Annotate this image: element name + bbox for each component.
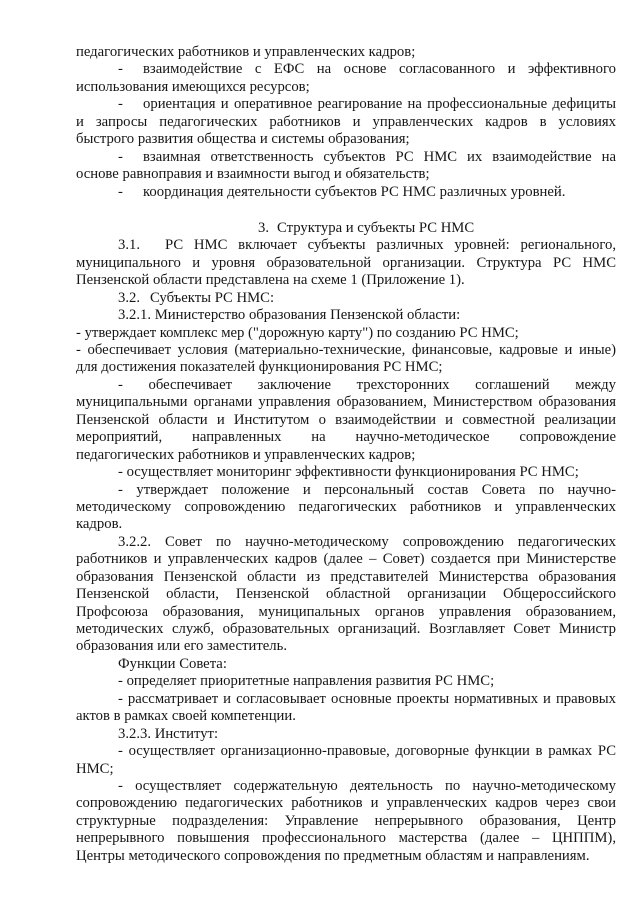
text-line: и запросы педагогических работников и управленческих кадров в условиях <box>76 113 616 130</box>
bullet-item <box>76 184 616 201</box>
list-item <box>76 342 616 377</box>
text-line: взаимодействие с ЕФС на основе согласованного и эффективного <box>143 61 616 78</box>
list-item <box>76 482 616 534</box>
list-item: - определяет приоритетные направления развития РС НМС; <box>118 673 495 690</box>
text-line: - обеспечивает заключение трехсторонних соглашений между <box>118 376 616 393</box>
text-line: взаимная ответственность субъектов РС НМС их взаимодействие на <box>143 148 616 165</box>
text-line: - рассматривает и согласовывает основные проекты нормативных и правовых <box>118 690 616 707</box>
text-line: образования Пензенской области из представителей Министерства образования <box>76 568 616 585</box>
list-item <box>76 377 616 464</box>
section-heading <box>76 220 616 237</box>
list-item <box>76 743 616 778</box>
list-item: - утверждает комплекс мер ("дорожную карту") по созданию РС НМС; <box>76 324 519 341</box>
clause-title: Субъекты РС НМС: <box>150 289 275 306</box>
text-line: Профсоюза образования, муниципальных органов управления образованием, <box>76 603 616 620</box>
text-line: Пензенской области, Пензенской областной организации Общероссийского <box>76 586 616 603</box>
text-line: - утверждает положение и персональный состав Совета по научно- <box>118 481 616 498</box>
text-line: для достижения показателей функционирования РС НМС; <box>76 359 443 376</box>
text-line: - осуществляет содержательную деятельность по научно-методическому <box>118 777 616 794</box>
blank-line <box>76 201 616 220</box>
text-line: основе равноправия и взаимности выгод и обязательств; <box>76 166 430 183</box>
section-number: 3. <box>258 219 270 236</box>
clause-3-2-1 <box>76 307 616 534</box>
text-line: непрерывного повышения профессионального мастерства (далее – ЦНППМ), <box>76 830 616 847</box>
text-line: быстрого развития общества и системы образования; <box>76 131 410 148</box>
text-line: работников и управленческих кадров (далее – Совет) создается при Министерстве <box>76 551 616 568</box>
text-line: сопровождению педагогических работников и управленческих кадров через свои <box>76 795 616 812</box>
text-line: НМС; <box>76 760 114 777</box>
bullet-marker: - <box>118 183 123 200</box>
section-title: Структура и субъекты РС НМС <box>277 219 475 236</box>
text-line: структурные подразделения: Управление непрерывного образования, Центр <box>76 812 616 829</box>
text-line: - осуществляет организационно-правовые, договорные функции в рамках РС <box>118 743 616 760</box>
text-line: РС НМС включает субъекты различных уровней: регионального, <box>165 237 616 254</box>
text-line: образования или его заместитель. <box>76 638 287 655</box>
clause-heading: 3.2.1. Министерство образования Пензенской области: <box>118 307 461 324</box>
bullet-item <box>76 149 616 184</box>
text-line: 3.2.2. Совет по научно-методическому сопровождению педагогических <box>118 533 616 550</box>
text-line: ориентация и оперативное реагирование на профессиональные дефициты <box>143 96 616 113</box>
bullet-marker: - <box>118 96 123 113</box>
text-line: педагогических работников и управленческих кадров; <box>76 446 416 463</box>
text-line: Пензенской области и Институтом о взаимодействии и совместной реализации <box>76 411 616 428</box>
text-line: методических служб, образовательных организаций. Возглавляет Совет Министр <box>76 621 616 637</box>
clause-number: 3.1. <box>118 237 141 254</box>
clause-heading: 3.2.3. Институт: <box>118 725 219 742</box>
bullet-marker: - <box>118 61 123 78</box>
text-line: мероприятий, направленных на научно-методическое сопровождение <box>76 429 616 446</box>
clause-3-2 <box>76 290 616 307</box>
bullet-first-line <box>76 149 616 166</box>
clause-first-line <box>76 237 616 254</box>
bullet-first-line <box>76 184 616 201</box>
text-line: Центры методического сопровождения по предметным областям и направлениям. <box>76 847 590 864</box>
list-item <box>76 691 616 726</box>
clause-3-2-2 <box>76 534 616 726</box>
text-line: использования имеющихся ресурсов; <box>76 78 310 95</box>
text-line: муниципальными органами управления образованием, Министерством образования <box>76 394 616 411</box>
clause-3-1 <box>76 237 616 289</box>
bullet-first-line <box>76 61 616 78</box>
bullet-item <box>76 96 616 148</box>
clause-number: 3.2. <box>118 289 141 306</box>
bullet-first-line <box>76 96 616 113</box>
text-line: кадров. <box>76 516 123 533</box>
text-line: - обеспечивает условия (материально-технические, финансовые, кадровые и иные) <box>76 342 616 358</box>
text-line: координация деятельности субъектов РС НМС различных уровней. <box>143 183 566 200</box>
list-item <box>76 778 616 865</box>
bullet-item <box>76 61 616 96</box>
text-line: педагогических работников и управленческих кадров; <box>76 44 416 60</box>
text-line: методическому сопровождению педагогических работников и управленческих <box>76 498 616 515</box>
text-line: актов в рамках своей компетенции. <box>76 708 296 725</box>
text-line: муниципального и уровня образовательной организации. Структура РС НМС <box>76 254 616 271</box>
clause-3-2-3 <box>76 726 616 866</box>
functions-heading: Функции Совета: <box>118 655 227 672</box>
bullet-marker: - <box>118 148 123 165</box>
text-line: Пензенской области представлена на схеме 1 (Приложение 1). <box>76 272 465 289</box>
list-item: - осуществляет мониторинг эффективности функционирования РС НМС; <box>118 464 579 481</box>
